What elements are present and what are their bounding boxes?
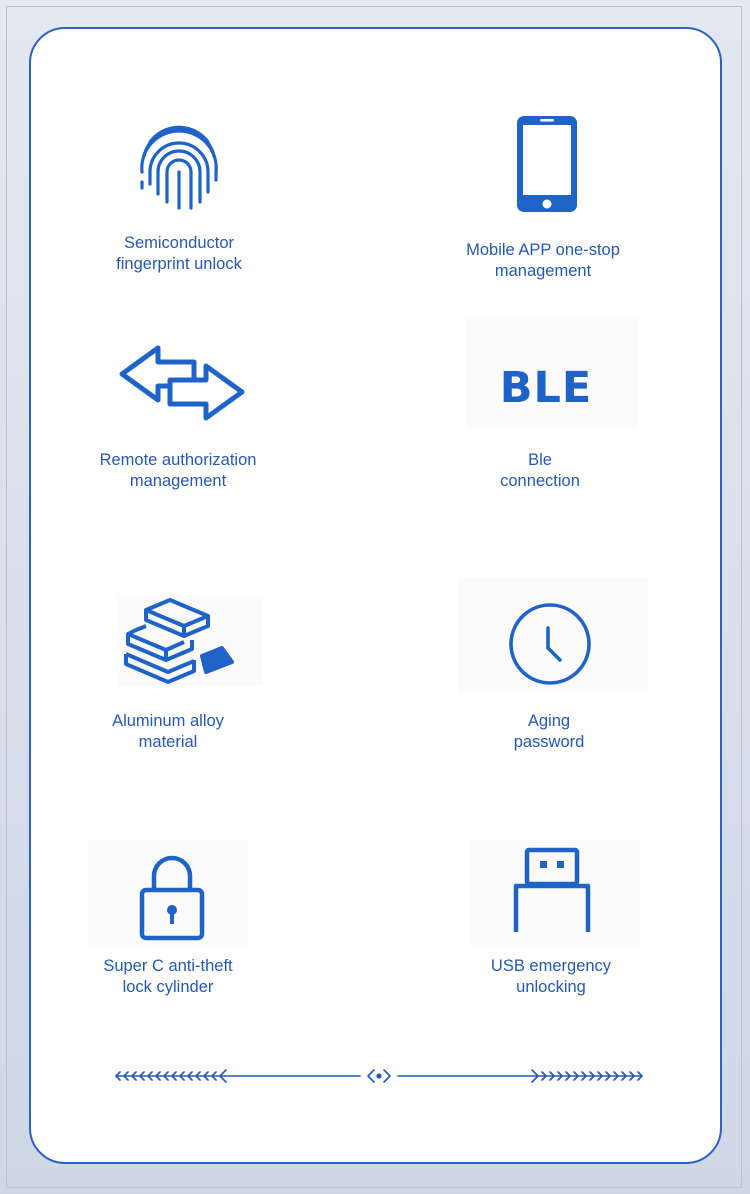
label-line-2: connection bbox=[500, 472, 580, 490]
feature-label-usb bbox=[421, 956, 681, 998]
feature-label-aging-password bbox=[419, 711, 679, 753]
label-line-1: Ble bbox=[528, 451, 552, 469]
usb-icon bbox=[512, 846, 592, 936]
label-line-1: Super C anti-theft bbox=[103, 957, 233, 975]
label-line-1: Remote authorization bbox=[99, 451, 257, 469]
label-line-1: Mobile APP one-stop bbox=[466, 241, 620, 259]
exchange-arrows-icon bbox=[118, 344, 246, 422]
label-line-2: unlocking bbox=[516, 978, 586, 996]
label-line-1: Aging bbox=[527, 712, 571, 730]
feature-label-ble bbox=[410, 450, 670, 492]
label-line-2: lock cylinder bbox=[122, 978, 214, 996]
feature-label-remote-authorization bbox=[48, 450, 308, 492]
ble-logo: BLE bbox=[499, 363, 593, 413]
label-line-2: management bbox=[494, 262, 592, 280]
feature-label-lock-cylinder bbox=[38, 956, 298, 998]
feature-label-mobile-app bbox=[413, 240, 673, 282]
fingerprint-icon bbox=[136, 122, 222, 212]
feature-label-aluminum bbox=[38, 711, 298, 753]
label-line-1: Aluminum alloy bbox=[112, 712, 224, 730]
label-line-2: material bbox=[138, 733, 198, 751]
decorative-divider bbox=[112, 1064, 646, 1093]
label-line-2: fingerprint unlock bbox=[116, 255, 242, 273]
feature-label-fingerprint bbox=[49, 233, 309, 275]
label-line-1: Semiconductor bbox=[123, 234, 235, 252]
metal-bars-icon bbox=[122, 596, 234, 684]
label-line-2: management bbox=[129, 472, 227, 490]
label-line-2: password bbox=[513, 733, 585, 751]
clock-icon bbox=[507, 601, 593, 687]
smartphone-icon bbox=[514, 113, 580, 215]
padlock-icon bbox=[138, 852, 206, 942]
label-line-1: USB emergency bbox=[490, 957, 612, 975]
